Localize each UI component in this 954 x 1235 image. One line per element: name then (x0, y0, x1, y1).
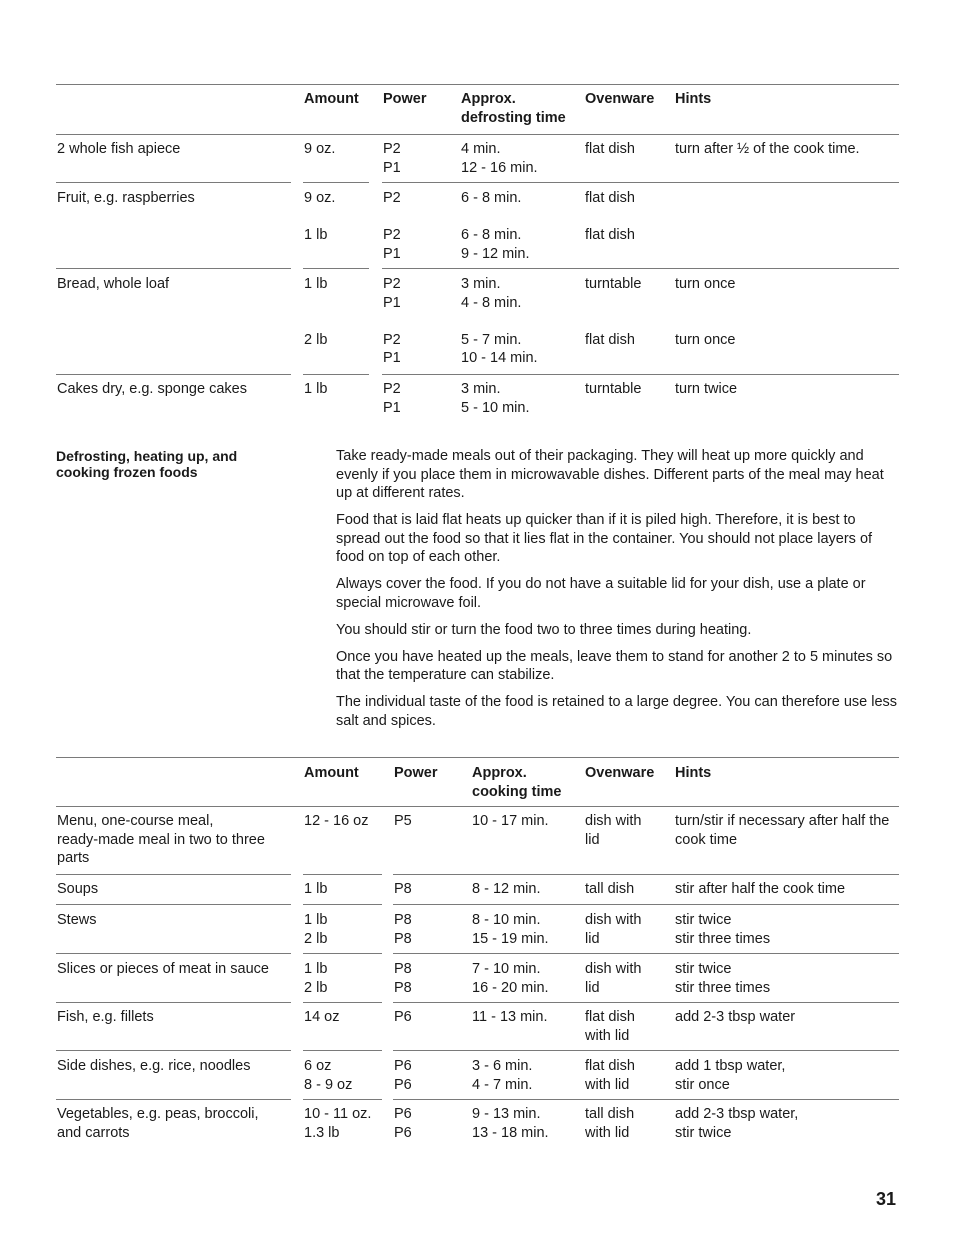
body-paragraph: Always cover the food. If you do not have a suitable lid for your dish, use a plate or special microwave foil. (336, 576, 866, 611)
ovenware-cell: dish with lid (585, 961, 642, 996)
ovenware-cell: turntable (585, 381, 642, 397)
power-cell: P8 (394, 881, 412, 897)
column-header-time: Approx. defrosting time (461, 91, 566, 126)
row-divider (382, 374, 899, 375)
ovenware-cell: turntable flat dish (585, 276, 642, 348)
food-cell: Menu, one-course meal, ready-made meal in two to three parts (57, 813, 265, 866)
body-paragraph: Food that is laid flat heats up quicker than if it is piled high. Therefore, it is best to spread out the food so that it lies flat in the container. You should not place layers of food on top of each other. (336, 512, 873, 565)
column-header-amount: Amount (304, 91, 359, 107)
row-divider (303, 1002, 382, 1003)
row-divider (303, 953, 382, 954)
time-cell: 8 - 12 min. (472, 881, 541, 897)
hints-cell: add 1 tbsp water, stir once (675, 1058, 786, 1093)
row-divider (56, 1050, 291, 1051)
table-rule (56, 806, 899, 807)
amount-cell: 1 lb (304, 881, 328, 897)
food-cell: Slices or pieces of meat in sauce (57, 961, 269, 977)
time-cell: 3 - 6 min. 4 - 7 min. (472, 1058, 533, 1093)
ovenware-cell: flat dish with lid (585, 1009, 635, 1044)
amount-cell: 12 - 16 oz (304, 813, 369, 829)
row-divider (393, 1050, 899, 1051)
page-number: 31 (875, 1189, 896, 1209)
time-cell: 4 min. 12 - 16 min. (461, 141, 538, 176)
row-divider (382, 268, 899, 269)
time-cell: 3 min. 5 - 10 min. (461, 381, 530, 416)
time-cell: 10 - 17 min. (472, 813, 549, 829)
food-cell: Fish, e.g. fillets (57, 1009, 154, 1025)
hints-cell: add 2-3 tbsp water (675, 1009, 796, 1025)
hints-cell: stir twice stir three times (675, 961, 771, 996)
power-cell: P2 P1 (383, 141, 401, 176)
hints-cell: turn twice (675, 381, 738, 397)
power-cell: P6 P6 (394, 1058, 412, 1093)
food-cell: Stews (57, 912, 97, 928)
hints-cell: stir twice stir three times (675, 912, 771, 947)
table-rule (56, 84, 899, 85)
hints-cell: turn once turn once (675, 276, 736, 348)
amount-cell: 1 lb 2 lb (304, 276, 328, 348)
amount-cell: 1 lb 2 lb (304, 961, 328, 996)
row-divider (56, 268, 291, 269)
ovenware-cell: flat dish flat dish (585, 190, 635, 243)
power-cell: P5 (394, 813, 412, 829)
hints-cell: turn after ½ of the cook time. (675, 141, 860, 157)
time-cell: 9 - 13 min. 13 - 18 min. (472, 1106, 549, 1141)
time-cell: 7 - 10 min. 16 - 20 min. (472, 961, 549, 996)
food-cell: Fruit, e.g. raspberries (57, 190, 195, 206)
food-cell: Soups (57, 881, 99, 897)
row-divider (56, 953, 291, 954)
amount-cell: 1 lb 2 lb (304, 912, 328, 947)
row-divider (303, 904, 382, 905)
row-divider (56, 182, 291, 183)
ovenware-cell: dish with lid (585, 813, 642, 848)
hints-cell: turn/stir if necessary after half the cook time (675, 813, 890, 848)
food-cell: 2 whole fish apiece (57, 141, 181, 157)
food-cell: Bread, whole loaf (57, 276, 170, 292)
column-header-time: Approx. cooking time (472, 765, 562, 800)
body-paragraph: The individual taste of the food is retained to a large degree. You can therefore use less salt and spices. (336, 694, 898, 729)
table-rule (56, 757, 899, 758)
section-body (336, 447, 898, 739)
amount-cell: 6 oz 8 - 9 oz (304, 1058, 353, 1093)
power-cell: P2 P2 P1 (383, 190, 401, 262)
ovenware-cell: flat dish with lid (585, 1058, 635, 1093)
row-divider (303, 182, 369, 183)
row-divider (393, 874, 899, 875)
amount-cell: 9 oz. 1 lb (304, 190, 336, 243)
column-header-ovenware: Ovenware (585, 765, 655, 781)
time-cell: 3 min. 4 - 8 min. 5 - 7 min. 10 - 14 min. (461, 276, 538, 366)
hints-cell: add 2-3 tbsp water, stir twice (675, 1106, 799, 1141)
row-divider (56, 1002, 291, 1003)
column-header-hints: Hints (675, 765, 712, 781)
power-cell: P6 (394, 1009, 412, 1025)
row-divider (393, 953, 899, 954)
row-divider (303, 268, 369, 269)
row-divider (393, 1099, 899, 1100)
column-header-hints: Hints (675, 91, 712, 107)
row-divider (56, 874, 291, 875)
power-cell: P6 P6 (394, 1106, 412, 1141)
row-divider (303, 1050, 382, 1051)
food-cell: Cakes dry, e.g. sponge cakes (57, 381, 247, 397)
power-cell: P2 P1 (383, 381, 401, 416)
row-divider (56, 904, 291, 905)
time-cell: 6 - 8 min. 6 - 8 min. 9 - 12 min. (461, 190, 530, 262)
row-divider (303, 1099, 382, 1100)
column-header-amount: Amount (304, 765, 359, 781)
section-heading: Defrosting, heating up, and cooking frozen foods (56, 448, 238, 480)
power-cell: P2 P1 P2 P1 (383, 276, 401, 366)
row-divider (303, 374, 369, 375)
amount-cell: 1 lb (304, 381, 328, 397)
body-paragraph: You should stir or turn the food two to three times during heating. (336, 621, 752, 638)
ovenware-cell: dish with lid (585, 912, 642, 947)
ovenware-cell: flat dish (585, 141, 635, 157)
power-cell: P8 P8 (394, 961, 412, 996)
row-divider (393, 1002, 899, 1003)
time-cell: 8 - 10 min. 15 - 19 min. (472, 912, 549, 947)
body-paragraph: Take ready-made meals out of their packaging. They will heat up more quickly and evenly if you place them in microwavable dishes. Different parts of the meal may heat up at different rates. (336, 448, 884, 501)
ovenware-cell: tall dish with lid (585, 1106, 635, 1141)
row-divider (393, 904, 899, 905)
amount-cell: 9 oz. (304, 141, 336, 157)
body-paragraph: Once you have heated up the meals, leave them to stand for another 2 to 5 minutes so that the temperature can stabilize. (336, 648, 893, 683)
row-divider (303, 874, 382, 875)
row-divider (382, 182, 899, 183)
column-header-power: Power (394, 765, 438, 781)
time-cell: 11 - 13 min. (472, 1009, 548, 1025)
power-cell: P8 P8 (394, 912, 412, 947)
food-cell: Vegetables, e.g. peas, broccoli, and carrots (57, 1106, 259, 1141)
ovenware-cell: tall dish (585, 881, 635, 897)
row-divider (56, 1099, 291, 1100)
row-divider (56, 374, 291, 375)
amount-cell: 10 - 11 oz. 1.3 lb (304, 1106, 372, 1141)
column-header-ovenware: Ovenware (585, 91, 655, 107)
column-header-power: Power (383, 91, 427, 107)
food-cell: Side dishes, e.g. rice, noodles (57, 1058, 251, 1074)
table-rule (56, 134, 899, 135)
amount-cell: 14 oz (304, 1009, 340, 1025)
hints-cell: stir after half the cook time (675, 881, 846, 897)
